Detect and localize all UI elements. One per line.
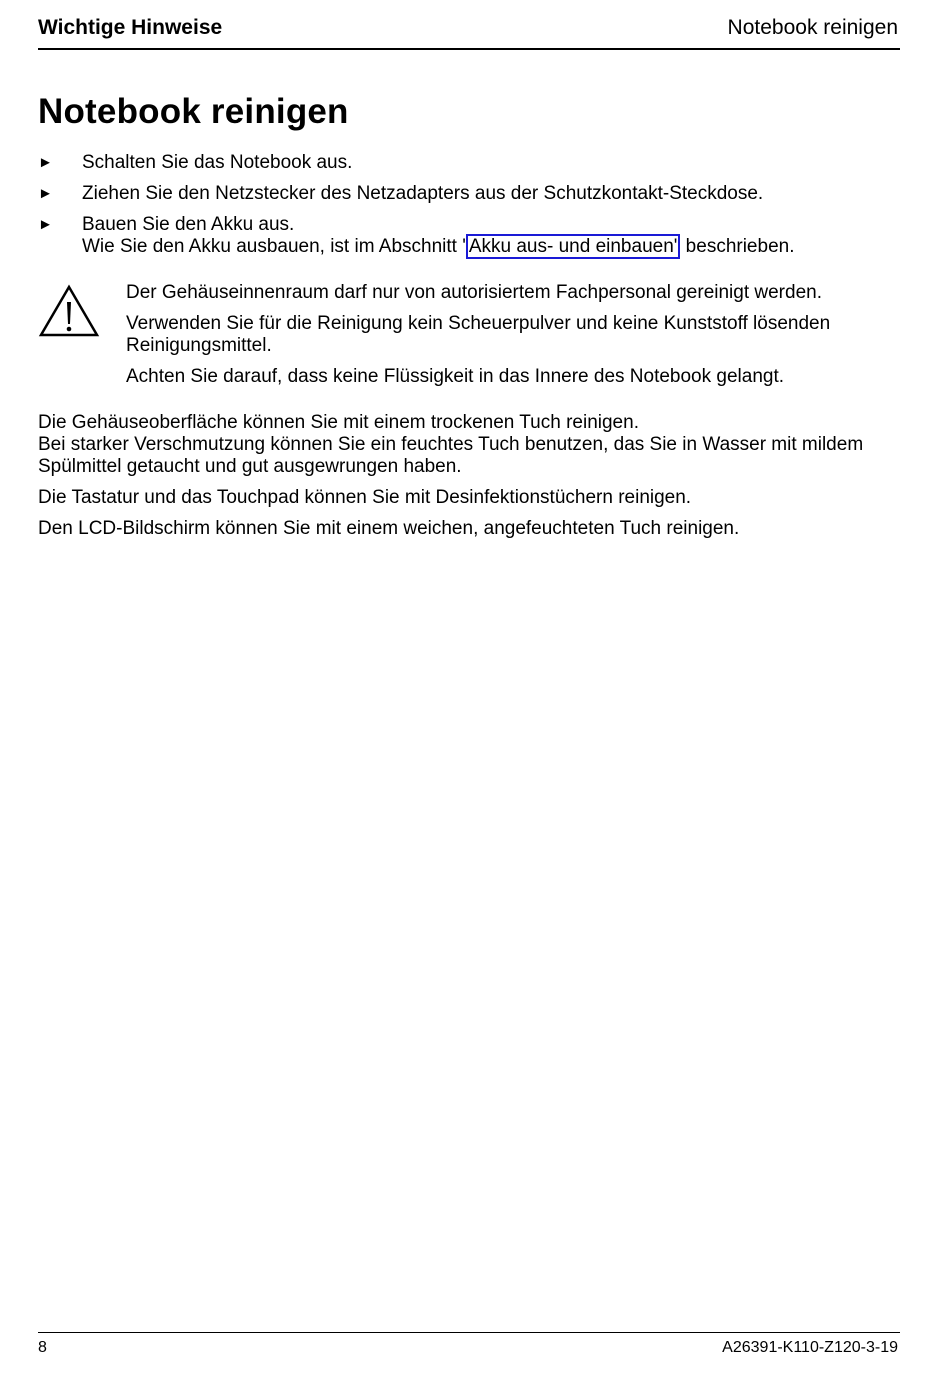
step-list xyxy=(38,152,898,267)
body-line: Spülmittel getaucht und gut ausgewrungen haben. xyxy=(38,456,462,477)
warning-paragraph: Der Gehäuseinnenraum darf nur von autorisiertem Fachpersonal gereinigt werden. xyxy=(126,282,822,303)
arrow-right-icon: ► xyxy=(38,154,53,171)
page-header xyxy=(38,14,900,50)
step-note xyxy=(82,236,898,258)
step-note-before: Wie Sie den Akku ausbauen, ist im Abschnitt ' xyxy=(82,236,466,257)
step-text: Bauen Sie den Akku aus. xyxy=(82,214,295,235)
step-item xyxy=(38,183,898,205)
warning-triangle-icon xyxy=(38,284,100,338)
page-footer xyxy=(38,1332,900,1363)
step-text: Schalten Sie das Notebook aus. xyxy=(82,152,353,173)
step-item xyxy=(38,152,898,174)
page-title: Notebook reinigen xyxy=(38,92,349,131)
header-chapter: Wichtige Hinweise xyxy=(38,16,223,39)
warning-text xyxy=(126,282,896,397)
step-text: Ziehen Sie den Netzstecker des Netzadapters aus der Schutzkontakt-Steckdose. xyxy=(82,183,764,204)
warning-paragraph: Verwenden Sie für die Reinigung kein Scheuerpulver und keine Kunststoff lösenden Reinigungsmittel. xyxy=(126,313,831,356)
body-line: Bei starker Verschmutzung können Sie ein feuchtes Tuch benutzen, das Sie in Wasser mit mildem xyxy=(38,434,864,455)
body-paragraph xyxy=(38,412,898,478)
warning-paragraph: Achten Sie darauf, dass keine Flüssigkeit in das Innere des Notebook gelangt. xyxy=(126,366,785,387)
warning-block xyxy=(38,282,898,394)
body-line: Die Gehäuseoberfläche können Sie mit einem trockenen Tuch reinigen. xyxy=(38,412,639,433)
body-paragraph: Die Tastatur und das Touchpad können Sie mit Desinfektionstüchern reinigen. xyxy=(38,487,692,508)
page-number: 8 xyxy=(38,1339,47,1356)
body-paragraph: Den LCD-Bildschirm können Sie mit einem weichen, angefeuchteten Tuch reinigen. xyxy=(38,518,740,539)
body-text xyxy=(38,412,898,549)
step-item xyxy=(38,214,898,258)
document-id: A26391-K110-Z120-3-19 xyxy=(722,1339,898,1356)
step-note-after: beschrieben. xyxy=(680,236,795,257)
header-section: Notebook reinigen xyxy=(727,16,898,39)
section-link[interactable]: Akku aus- und einbauen' xyxy=(466,234,681,259)
arrow-right-icon: ► xyxy=(38,216,53,233)
arrow-right-icon: ► xyxy=(38,185,53,202)
